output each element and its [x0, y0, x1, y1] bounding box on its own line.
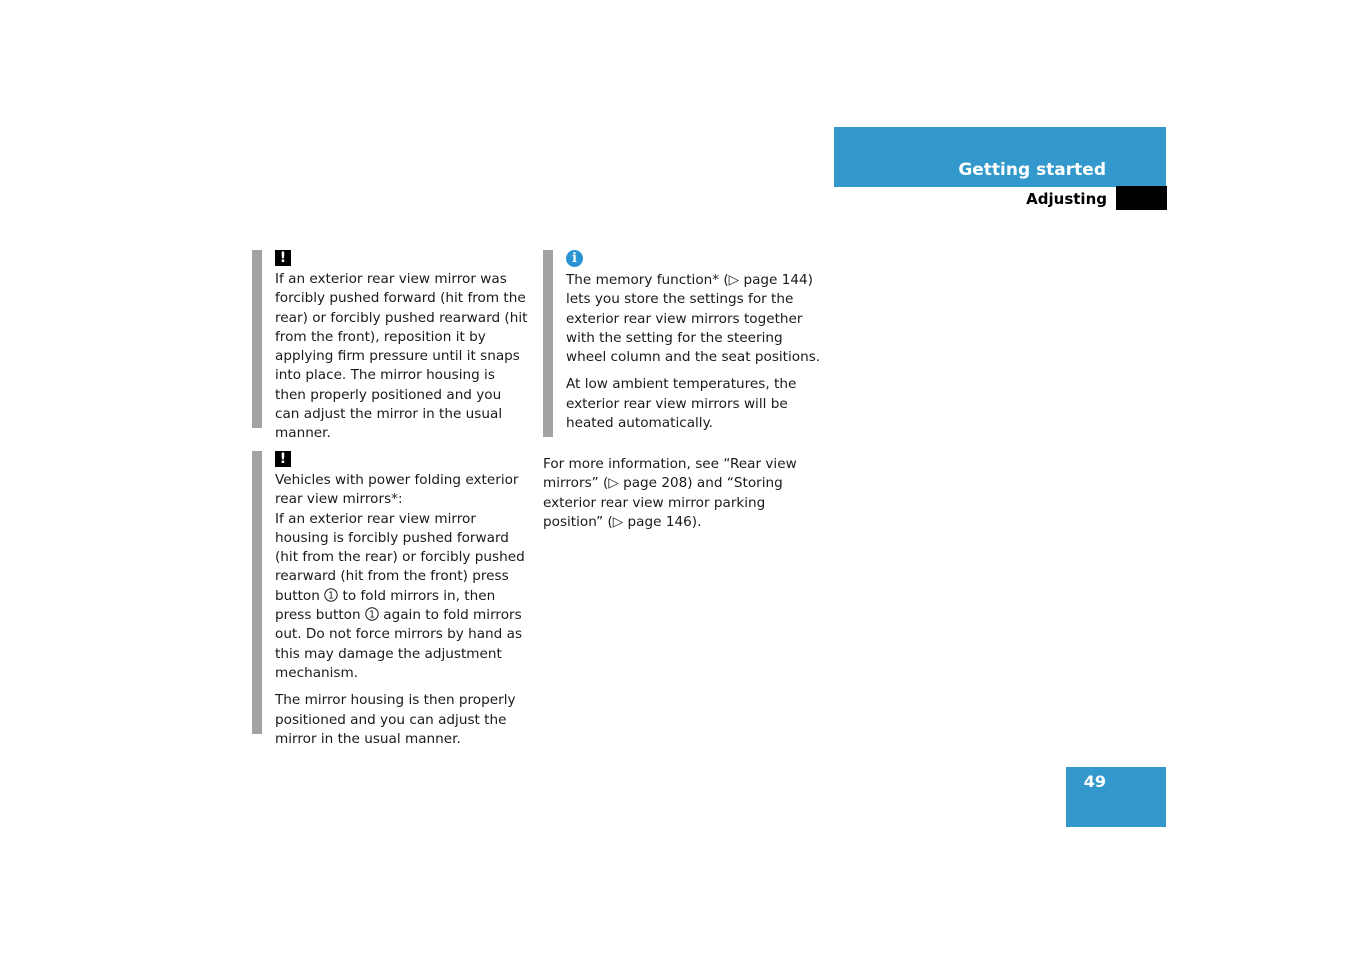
note-bar: [252, 451, 262, 734]
section-header-box: [834, 127, 1166, 187]
warning-text: If an exterior rear view mirror was forcibly pushed forward (hit from the rear) or forcibly pushed rearward (hit from the front), reposition it by applying firm pressure until it snaps into place. The mirror housing is then properly positioned and you can adjust the mirror in the usual manner.: [275, 271, 528, 442]
section-title: Getting started: [958, 160, 1106, 180]
header-marker: [1116, 186, 1167, 210]
warning-text-part: again to fold mirrors out. Do not force mirrors by hand as this may damage the adjustment mechanism.: [275, 607, 523, 681]
button-1-circle-icon: [365, 607, 379, 621]
svg-text:1: 1: [368, 609, 375, 621]
warning-text-part: to fold mirrors in, then press button: [275, 587, 496, 624]
more-info-paragraph: For more information, see “Rear view mirrors” (▷ page 208) and “Storing exterior rear view mirror parking position” (▷ page 146).: [543, 456, 797, 530]
warning-text: [275, 510, 528, 684]
subsection-title: Adjusting: [1026, 190, 1107, 208]
warning-intro: Vehicles with power folding exterior rear view mirrors*:: [275, 472, 519, 508]
info-icon: i: [566, 250, 583, 267]
warning-note-2: [252, 451, 528, 747]
note-bar: [252, 250, 262, 428]
warning-text-part: If an exterior rear view mirror housing is forcibly pushed forward (hit from the rear) or forcibly pushed rearward (hit from the front) press button: [275, 510, 525, 604]
warning-icon: !: [275, 451, 291, 467]
info-text: The memory function* (▷ page 144) lets you store the settings for the exterior rear view mirrors together with the setting for the steering wheel column and the seat positions.: [566, 272, 821, 366]
svg-text:1: 1: [328, 590, 335, 602]
page-number: 49: [1083, 772, 1106, 791]
note-bar: [543, 250, 553, 437]
note-content: [566, 250, 823, 433]
warning-text-2: The mirror housing is then properly positioned and you can adjust the mirror in the usual manner.: [275, 692, 516, 747]
info-note: [543, 250, 823, 437]
note-content: [275, 250, 528, 444]
button-1-circle-icon: [324, 588, 338, 602]
info-text-2: At low ambient temperatures, the exterior rear view mirrors will be heated automatically.: [566, 376, 797, 432]
note-content: [275, 451, 528, 749]
warning-icon: !: [275, 250, 291, 266]
page-number-box: [1066, 767, 1166, 827]
warning-note-1: [252, 250, 528, 442]
